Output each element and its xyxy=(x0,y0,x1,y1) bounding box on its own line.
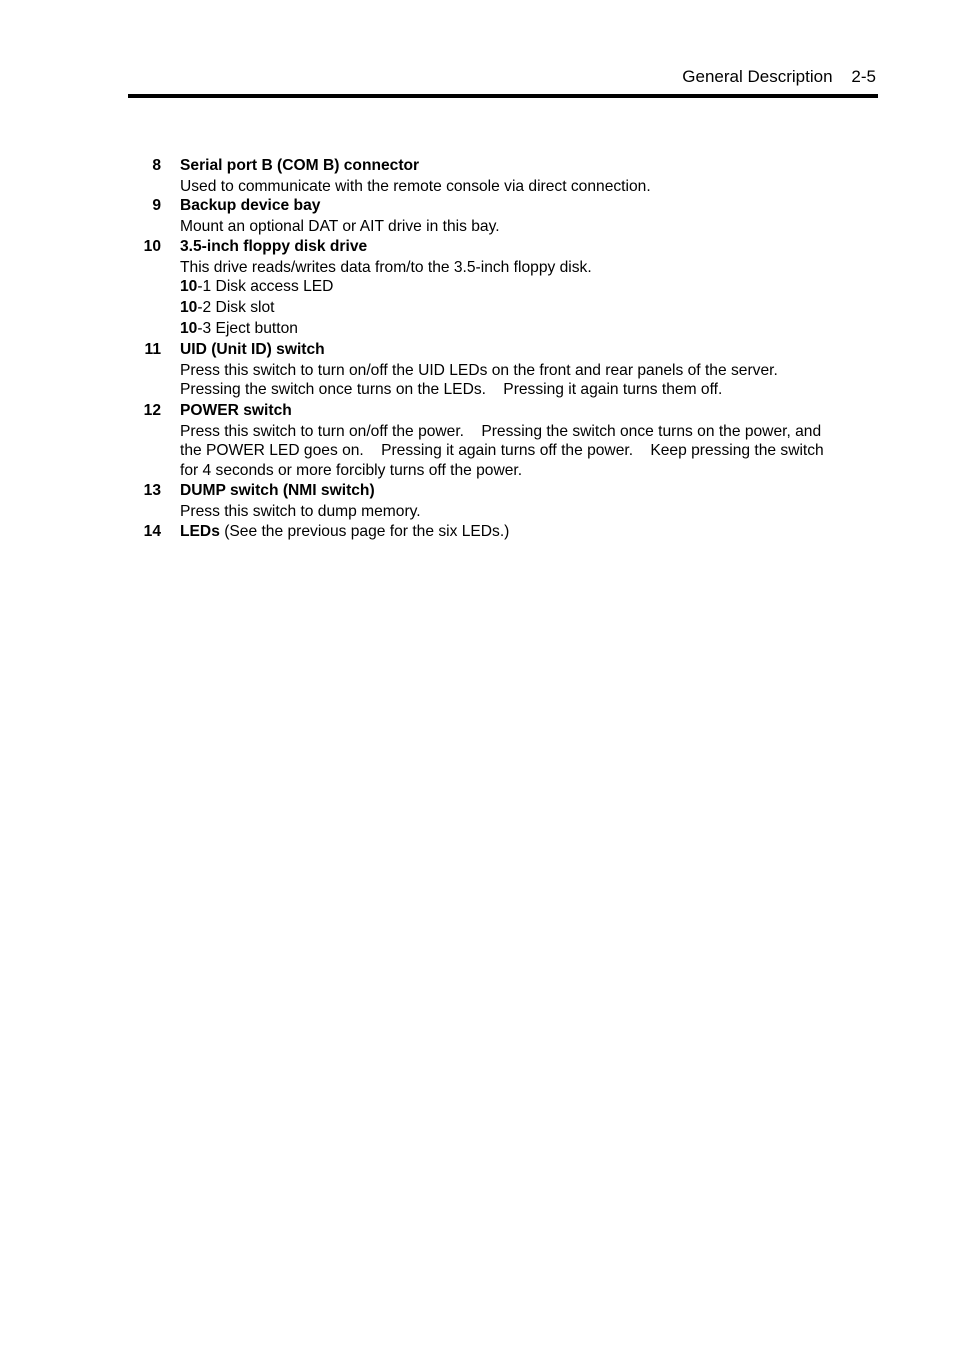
item-title: 3.5-inch floppy disk drive xyxy=(180,237,368,255)
list-item-14 xyxy=(128,522,878,543)
item-title: Backup device bay xyxy=(180,197,321,215)
item-description xyxy=(180,422,878,482)
item-title: DUMP switch (NMI switch) xyxy=(180,482,375,500)
item-number: 13 xyxy=(143,482,161,500)
description-line: Press this switch to turn on/off the UID LEDs on the front and rear panels of the server. xyxy=(180,361,778,379)
item-title: LEDs xyxy=(180,522,220,540)
item-description xyxy=(180,361,878,401)
item-description: Press this switch to dump memory. xyxy=(180,503,421,521)
sub-item-number: 10 xyxy=(180,320,198,338)
sub-item-label: -1 Disk access LED xyxy=(197,278,334,296)
sub-item xyxy=(180,298,878,319)
item-number: 12 xyxy=(143,401,161,419)
list-item-9 xyxy=(128,196,878,236)
component-list xyxy=(128,156,878,543)
sub-item-label: -2 Disk slot xyxy=(197,299,275,317)
item-number: 9 xyxy=(152,197,161,215)
item-title: POWER switch xyxy=(180,401,292,419)
item-description: Used to communicate with the remote console via direct connection. xyxy=(180,177,651,195)
list-item-12 xyxy=(128,401,878,481)
running-header: General Description 2-5 xyxy=(682,67,876,86)
item-title: Serial port B (COM B) connector xyxy=(180,157,420,174)
header-rule xyxy=(128,94,878,98)
list-item-10 xyxy=(128,237,878,340)
sub-item xyxy=(180,277,878,298)
description-line: Pressing the switch once turns on the LEDs. Pressing it again turns them off. xyxy=(180,381,723,399)
list-item-11 xyxy=(128,340,878,401)
sub-item-number: 10 xyxy=(180,278,198,296)
item-description: Mount an optional DAT or AIT drive in this bay. xyxy=(180,218,500,236)
item-title: UID (Unit ID) switch xyxy=(180,340,325,358)
item-title-line xyxy=(180,522,878,543)
list-item-13 xyxy=(128,481,878,521)
page-header xyxy=(128,64,878,98)
sub-item-number: 10 xyxy=(180,299,198,317)
item-description: This drive reads/writes data from/to the 3.5-inch floppy disk. xyxy=(180,258,592,276)
item-number: 14 xyxy=(143,522,161,540)
sub-item-label: -3 Eject button xyxy=(197,320,298,338)
description-line: the POWER LED goes on. Pressing it again turns off the power. Keep pressing the switch xyxy=(180,442,824,460)
description-line: for 4 seconds or more forcibly turns off the power. xyxy=(180,461,523,479)
description-line: Press this switch to turn on/off the power. Pressing the switch once turns on the power, and xyxy=(180,422,822,440)
item-number: 11 xyxy=(144,340,161,358)
item-note: (See the previous page for the six LEDs.) xyxy=(219,522,510,540)
item-number: 10 xyxy=(143,237,161,255)
sub-item xyxy=(180,319,878,340)
item-number: 8 xyxy=(152,157,161,174)
list-item-8 xyxy=(128,156,878,196)
